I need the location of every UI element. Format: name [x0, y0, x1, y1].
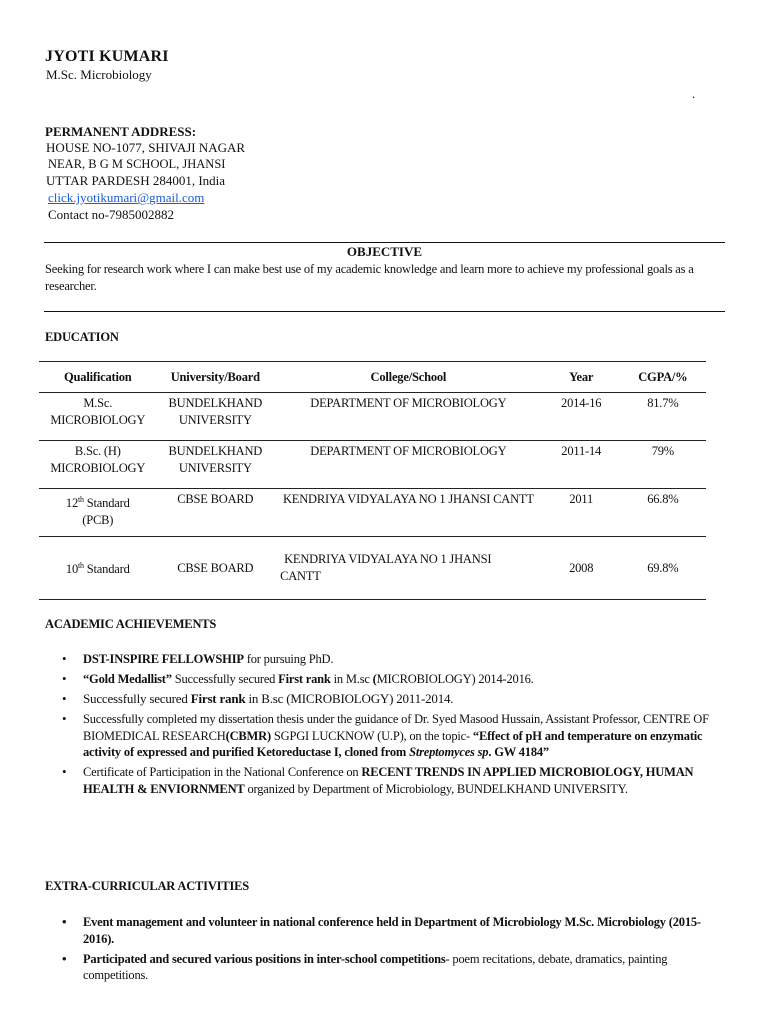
cell-year: 2011-14 — [561, 444, 602, 458]
university-line-2: UNIVERSITY — [178, 413, 252, 427]
achievement-bold: ( — [372, 672, 377, 686]
achievement-text: Successfully secured — [83, 691, 191, 706]
divider-bottom — [44, 311, 725, 312]
qualification-line-1: B.Sc. (H) — [74, 444, 121, 458]
header-university: University/Board — [170, 369, 260, 384]
table-row — [39, 489, 706, 537]
achievement-bold: . GW 4184” — [488, 745, 549, 759]
qualification-rest: Standard — [83, 496, 130, 511]
list-item — [62, 691, 722, 708]
qualification-line-2: MICROBIOLOGY — [50, 461, 146, 475]
cell-score: 81.7% — [647, 396, 679, 410]
table-row — [39, 441, 706, 489]
achievement-text: Successfully completed my dissertation thesis under the guidance of Dr. Syed Masood Hussain, Assistant Professor, CENTRE OF BIOMEDICAL RESEARCH — [83, 712, 709, 743]
list-item — [62, 711, 722, 761]
achievement-text: ) 2014-2016. — [471, 672, 534, 686]
university-line-2: UNIVERSITY — [178, 461, 252, 475]
cell-qualification — [39, 441, 157, 489]
qualification-line-2: (PCB) — [82, 513, 114, 528]
address-line-3: UTTAR PARDESH 284001, India — [46, 173, 226, 188]
table-row — [39, 393, 706, 441]
header-college: College/School — [370, 369, 447, 384]
candidate-degree: M.Sc. Microbiology — [46, 67, 152, 82]
cell-qualification — [39, 537, 157, 600]
header-year: Year — [569, 369, 594, 384]
cell-year: 2011 — [569, 492, 594, 506]
qualification-line-2: MICROBIOLOGY — [50, 413, 146, 427]
qualification-line-1: M.Sc. — [83, 396, 113, 410]
stray-dot: . — [692, 86, 696, 101]
achievement-text: MICROBIOLOGY — [376, 672, 472, 686]
college-line-1: KENDRIYA VIDYALAYA NO 1 JHANSI — [284, 552, 492, 566]
qualification-suffix: th — [78, 561, 84, 571]
list-item: • Event management and volunteer in national conference held in Department of Microbiology M.Sc. Microbiology (2015-2016). — [62, 914, 722, 947]
achievements-title: ACADEMIC ACHIEVEMENTS — [45, 617, 217, 631]
achievement-text: Successfully secured — [171, 672, 279, 686]
divider-top — [44, 242, 725, 243]
achievement-text: in B.sc (MICROBIOLOGY) 2011-2014. — [245, 691, 454, 706]
cell-year: 2014-16 — [561, 396, 602, 410]
achievement-bold: “Effect of pH and temperature on enzymatic activity of expressed and purified Ketoreductase I, cloned from — [83, 728, 703, 759]
university-line-1: BUNDELKHAND — [168, 396, 263, 410]
objective-text: Seeking for research work where I can make best use of my academic knowledge and learn more to achieve my professional goals as a researcher. — [45, 262, 694, 293]
achievement-text: organized by Department of Microbiology, BUNDELKHAND UNIVERSITY. — [244, 781, 628, 796]
extracurricular-list — [62, 914, 722, 987]
cell-university: CBSE BOARD — [177, 560, 254, 575]
cell-university — [157, 393, 275, 441]
email-link[interactable]: click.jyotikumari@gmail.com — [48, 190, 205, 205]
cell-qualification — [39, 393, 157, 441]
qualification-suffix: th — [78, 495, 84, 504]
achievement-bold: RECENT TRENDS IN APPLIED MICROBIOLOGY, HUMAN HEALTH & ENVIORNMENT — [83, 765, 694, 796]
table-row — [39, 537, 706, 600]
cell-university — [157, 441, 275, 489]
address-heading: PERMANENT ADDRESS: — [45, 124, 197, 139]
cell-year: 2008 — [569, 560, 594, 575]
achievement-bold: (CBMR) — [225, 728, 271, 743]
achievement-bold: First rank — [278, 672, 331, 686]
activity-bold: various positions in inter-school competitions — [214, 951, 446, 966]
activity-text: Participated and secured — [83, 951, 215, 966]
achievements-list — [62, 651, 722, 801]
contact-number: Contact no-7985002882 — [48, 207, 175, 222]
header-qualification: Qualification — [64, 369, 132, 384]
list-item — [62, 651, 722, 668]
cell-score: 66.8% — [647, 492, 679, 506]
candidate-name: JYOTI KUMARI — [45, 48, 169, 65]
address-line-1: HOUSE NO-1077, SHIVAJI NAGAR — [46, 140, 246, 155]
list-item — [62, 671, 722, 688]
objective-title: OBJECTIVE — [346, 244, 423, 259]
university-line-1: BUNDELKHAND — [168, 444, 263, 458]
qualification-line-1 — [39, 491, 157, 512]
cell-college — [274, 537, 543, 600]
cell-college: DEPARTMENT OF MICROBIOLOGY — [310, 396, 507, 410]
extracurricular-title: EXTRA-CURRICULAR ACTIVITIES — [45, 879, 250, 893]
education-title: EDUCATION — [45, 330, 119, 344]
cell-college: KENDRIYA VIDYALAYA NO 1 JHANSI CANTT — [282, 492, 534, 506]
cell-college: DEPARTMENT OF MICROBIOLOGY — [310, 444, 507, 458]
cell-university: CBSE BOARD — [177, 492, 254, 506]
achievement-bold: “Gold Medallist” — [83, 672, 172, 686]
table-header-row — [39, 362, 706, 393]
achievement-text: SGPGI LUCKNOW (U.P), on the topic- — [270, 728, 473, 743]
cell-score: 79% — [651, 444, 675, 458]
education-table — [39, 361, 706, 600]
achievement-text: for pursuing PhD. — [243, 652, 334, 666]
college-line-2: CANTT — [280, 569, 321, 583]
activity-text: - poem recitations, debate, dramatics, painting competitions. — [83, 951, 668, 982]
achievement-text: in M.sc — [330, 672, 373, 686]
achievement-bold: First rank — [190, 691, 246, 706]
list-item — [62, 764, 722, 797]
achievement-bold: DST-INSPIRE FELLOWSHIP — [83, 652, 244, 666]
cell-qualification — [39, 489, 157, 537]
cell-score: 69.8% — [647, 560, 679, 575]
list-item — [62, 951, 722, 984]
qualification-number: 12 — [65, 496, 79, 511]
achievement-italic: Streptomyces sp — [409, 745, 489, 759]
address-line-2: NEAR, B G M SCHOOL, JHANSI — [48, 157, 226, 171]
header-cgpa: CGPA/% — [638, 369, 688, 384]
achievement-text: Certificate of Participation in the National Conference on — [83, 765, 362, 779]
qualification-number: 10 — [65, 562, 79, 577]
qualification-rest: Standard — [83, 562, 130, 577]
